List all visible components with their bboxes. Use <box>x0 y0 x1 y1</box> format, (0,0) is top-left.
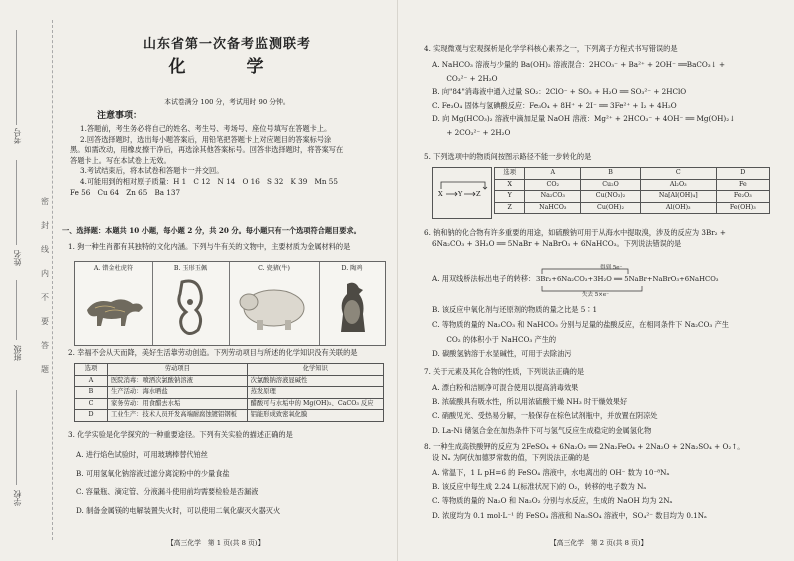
option-a-caption: A. 错金杜虎符 <box>93 265 134 272</box>
kaohao-label: 考号 <box>13 128 22 144</box>
seal-char: 密 <box>41 197 49 206</box>
table-row <box>75 375 384 387</box>
table-cell: CO₂ <box>525 179 581 191</box>
seal-char: 线 <box>41 245 49 254</box>
table-header: D <box>716 168 769 180</box>
conversion-diagram <box>432 167 492 219</box>
option-line: C. 等物质的量的 Na₂CO₃ 和 NaHCO₃ 分别与足量的盐酸反应，在相同条件下 Na₂CO₃ 产生 <box>432 319 729 329</box>
table-cell: Fe₂O₃ <box>716 191 769 203</box>
table-cell: Cu(NO₃)₂ <box>581 191 641 203</box>
table-row <box>75 398 384 410</box>
question-8 <box>424 442 744 463</box>
table-cell: 醋酸可与水垢中的 Mg(OH)₂、CaCO₃ 反应 <box>247 398 383 410</box>
table-cell: Cu(OH)₂ <box>581 202 641 214</box>
question-line: 6. 钠和钠的化合物有许多重要的用途，如硫酸钠可用于从海水中提取溴，涉及的反应为 3Br₂ + <box>424 228 726 237</box>
q5-table <box>494 167 770 214</box>
option-line: D. 向 Mg(HCO₃)₂ 溶液中滴加足量 NaOH 溶液：Mg²⁺ + 2HCO₃⁻ + 4OH⁻ ══ Mg(OH)₂↓ <box>432 114 736 124</box>
table-cell: 生产活动：海水晒盐 <box>108 387 248 399</box>
seal-line <box>52 20 53 540</box>
option-line: CO₃²⁻ + 2H₂O <box>432 73 498 83</box>
option-line: CO₂ 的体积小于 NaHCO₃ 产生的 <box>432 334 557 344</box>
table-header: B <box>581 168 641 180</box>
table-cell: Al₂O₃ <box>640 179 716 191</box>
question-5: 5. 下列选项中的物质间按图示路径不能一步转化的是 <box>424 152 592 161</box>
notice-line: 1.答题前，考生务必将自己的姓名、考生号、考场号、座位号填写在答题卡上。 <box>80 124 332 133</box>
notice-list <box>70 124 344 198</box>
question-6 <box>424 228 726 249</box>
table-header: 劳动项目 <box>108 364 248 376</box>
center-fold <box>397 0 398 561</box>
notice-line: 3.考试结束后，将本试卷和答题卡一并交回。 <box>80 166 224 176</box>
notice-line: 4.可能用到的相对原子质量：H 1 C 12 N 14 O 16 S 32 K 39 Mn 55 <box>80 176 338 186</box>
option-line: B. 该反应中每生成 2.24 L(标准状况下)的 O₂，转移的电子数为 Nₐ <box>432 482 647 492</box>
option-b-cell <box>152 262 230 345</box>
table-cell: NaHCO₃ <box>525 202 581 214</box>
table-row <box>495 191 770 203</box>
table-cell: X <box>495 179 525 191</box>
table-cell: B <box>75 387 108 399</box>
xuexiao-line <box>16 390 17 485</box>
seal-char: 不 <box>41 293 49 302</box>
table-row <box>75 410 384 422</box>
table-row <box>495 202 770 214</box>
node-z: Z <box>476 190 481 198</box>
table-header: 化学知识 <box>247 364 383 376</box>
q6-option-a <box>432 262 772 300</box>
xingming-line <box>16 160 17 245</box>
q4-options <box>432 58 735 140</box>
option-line: + 2CO₃²⁻ + 2H₂O <box>432 127 511 137</box>
option-line: B. 可用氢氧化钠溶液过滤分离淀粉中的少量食盐 <box>76 468 230 478</box>
q8-options <box>432 466 707 523</box>
option-c-cell <box>229 262 320 345</box>
option-line: D. 浓度均为 0.1 mol·L⁻¹ 的 FeSO₄ 溶液和 Na₂SO₄ 溶液中，SO₄²⁻ 数目均为 0.1Nₐ <box>432 510 707 520</box>
question-1: 1. 狗一种生肖都有其独特的文化内涵。下列与牛有关的文物中，主要材质为金属材料的是 <box>68 242 351 251</box>
option-c-caption: C. 瓷猪(牛) <box>258 265 290 272</box>
seal-char: 内 <box>41 269 49 278</box>
q6-options <box>432 303 729 362</box>
table-cell: Fe <box>716 179 769 191</box>
question-line: 设 Nₐ 为阿伏加德罗常数的值，下列说法正确的是 <box>432 452 590 462</box>
table-cell: Al(OH)₃ <box>640 202 716 214</box>
question-7: 7. 关于元素及其化合物的性质，下列说法正确的是 <box>424 367 585 376</box>
option-line: C. Fe₃O₄ 固体与氢碘酸反应：Fe₃O₄ + 8H⁺ + 2I⁻ ══ 3Fe²⁺ + I₂ + 4H₂O <box>432 100 677 110</box>
table-cell: Fe(OH)₃ <box>716 202 769 214</box>
table-cell: Na[Al(OH)₄] <box>640 191 716 203</box>
q5-figure <box>432 167 770 219</box>
option-line: D. 碳酸氢钠溶于水显碱性，可用于去除油污 <box>432 349 572 359</box>
seal-char: 要 <box>41 317 49 326</box>
page-footer: 【高三化学 第 1 页(共 8 页)】 <box>167 539 265 547</box>
q2-table <box>74 363 384 422</box>
option-line: C. 硝酸见光、受热易分解，一般保存在棕色试剂瓶中，并放置在阴凉处 <box>432 411 658 421</box>
table-cell: C <box>75 398 108 410</box>
option-line: A. 常温下，1 L pH=6 的 FeSO₄ 溶液中，水电离出的 OH⁻ 数为 10⁻⁸Nₐ <box>432 468 670 477</box>
banji-label: 班级 <box>13 345 22 361</box>
table-cell: Na₂CO₃ <box>525 191 581 203</box>
option-a-prefix: A. 用双线桥法标出电子的转移： <box>432 274 536 283</box>
table-cell: 家务劳动：用食醋去水垢 <box>108 398 248 410</box>
notice-line: 2.回答选择题时，选出每小题答案后，用铅笔把答题卡上对应题目的答案标号涂 <box>80 134 332 144</box>
table-row <box>75 387 384 399</box>
seal-char: 题 <box>41 365 49 374</box>
notice-heading: 注意事项： <box>97 111 143 121</box>
page-footer: 【高三化学 第 2 页(共 8 页)】 <box>550 539 648 547</box>
option-d-cell <box>319 262 385 345</box>
question-2: 2. 幸福不会从天而降，美好生活靠劳动创造。下列劳动项目与所述的化学知识没有关联的是 <box>68 348 358 357</box>
option-line: B. 向"84"消毒液中通入过量 SO₂：2ClO⁻ + SO₂ + H₂O ══ SO₃²⁻ + 2HClO <box>432 87 687 97</box>
seal-char: 封 <box>41 221 49 230</box>
table-header: 选项 <box>75 364 108 376</box>
q3-options <box>76 446 280 520</box>
banji-line <box>16 280 17 340</box>
table-cell: 次氯酸钠溶液显碱性 <box>247 375 383 387</box>
page-1 <box>62 0 392 561</box>
option-line: A. NaHCO₃ 溶液与少量的 Ba(OH)₂ 溶液混合：2HCO₃⁻ + Ba²⁺ + 2OH⁻ ══BaCO₃↓ + <box>432 60 725 69</box>
notice-line: Fe 56 Cu 64 Zn 65 Ba 137 <box>70 187 181 197</box>
node-x: X <box>438 190 443 198</box>
option-line: A. 进行焰色试验时，可用玻璃棒替代铂丝 <box>76 450 208 459</box>
table-header: C <box>640 168 716 180</box>
q1-image-panel <box>74 261 386 346</box>
option-line: C. 等物质的量的 Na₂O 和 Na₂O₂ 分别与水反应，生成的 NaOH 均为 2Nₐ <box>432 496 673 506</box>
table-cell: 蒸发原理 <box>247 387 383 399</box>
page-2 <box>424 0 782 561</box>
option-a-cell <box>75 262 153 345</box>
option-line: C. 容量瓶、滴定管、分液漏斗使用前均需要检验是否漏液 <box>76 487 259 496</box>
table-cell: 铝能形成致密氧化膜 <box>247 410 383 422</box>
question-4: 4. 实现微观与宏观探析是化学学科核心素养之一，下列离子方程式书写错误的是 <box>424 44 678 53</box>
table-cell: Cu₂O <box>581 179 641 191</box>
notice-line: 答题卡上。写在本试卷上无效。 <box>70 155 171 165</box>
table-cell: D <box>75 410 108 422</box>
table-header: A <box>525 168 581 180</box>
option-b-caption: B. 玉形玉佩 <box>173 265 208 272</box>
redox-equation: 3Br₂+6Na₂CO₃+3H₂O ══ 5NaBr+NaBrO₃+6NaHCO₃ <box>536 275 719 283</box>
question-line: 8. 一种生成高铁酸钾的反应为 2FeSO₄ + 6Na₂O₂ ══ 2Na₂FeO₄ + 2Na₂O + 2Na₂SO₄ + O₂↑。 <box>424 442 745 451</box>
option-line: B. 浓硫酸具有吸水性，所以用浓硫酸干燥 NH₃ 时干燥效果好 <box>432 397 628 407</box>
gain-electrons-label: 得到 5e⁻ <box>600 265 623 271</box>
option-line: D. La-Ni 储氢合金在加热条件下可与氢气反应生成稳定的金属氢化物 <box>432 425 652 435</box>
table-header: 选项 <box>495 168 525 180</box>
seal-char: 答 <box>41 341 49 350</box>
option-line: B. 该反应中氧化剂与还原剂的物质的量之比是 5∶1 <box>432 305 598 314</box>
option-line: A. 漂白粉和洁厕净可混合使用以提高消毒效果 <box>432 383 579 392</box>
table-cell: 工业生产：技术人员开发高端耐腐蚀镀铝钢板 <box>108 410 248 422</box>
exam-title: 山东省第一次备考监测联考 <box>142 37 311 52</box>
xingming-label: 姓名 <box>13 250 22 266</box>
table-cell: A <box>75 375 108 387</box>
option-line: D. 制备金属镁的电解装置失火时，可以使用二氧化碳灭火器灭火 <box>76 505 281 515</box>
q7-options <box>432 381 657 438</box>
score-time-line: 本试卷满分 100 分，考试用时 90 分钟。 <box>164 98 290 106</box>
section-heading: 一、选择题：本题共 10 小题，每小题 2 分，共 20 分。每小题只有一个选项符合题目要求。 <box>62 226 361 235</box>
table-row <box>495 179 770 191</box>
binding-margin <box>0 0 60 561</box>
question-line: 6Na₂CO₃ + 3H₂O ══ 5NaBr + NaBrO₃ + 6NaHCO₃。下列说法错误的是 <box>432 238 682 248</box>
xuexiao-label: 学校 <box>13 490 22 506</box>
question-3: 3. 化学实验是化学探究的一种重要途径。下列有关实验的描述正确的是 <box>68 430 293 439</box>
loss-electrons-label: 失去 5×e⁻ <box>582 292 610 298</box>
double-bridge-arrows <box>532 262 692 300</box>
notice-line: 黑。如需改动，用橡皮擦干净后，再选涂其他答案标号。回答非选择题时，将答案写在 <box>70 145 344 155</box>
table-cell: Y <box>495 191 525 203</box>
table-cell: Z <box>495 202 525 214</box>
option-d-caption: D. 陶鸡 <box>341 265 363 272</box>
kaohao-line <box>16 30 17 125</box>
table-cell: 医院消毒：喷洒次氯酸钠溶液 <box>108 375 248 387</box>
node-y: Y <box>458 190 463 198</box>
subject-title: 化 学 <box>168 57 286 77</box>
